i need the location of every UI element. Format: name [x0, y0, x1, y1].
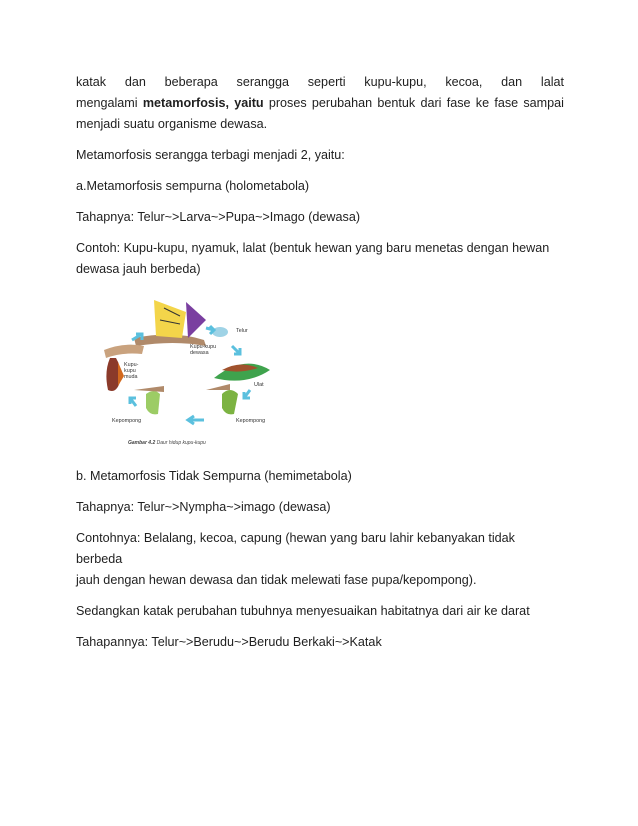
- complete-heading: a.Metamorfosis sempurna (holometabola): [76, 179, 310, 193]
- butterfly-life-cycle-figure: [94, 290, 294, 452]
- incomplete-example-line-2: jauh dengan hewan dewasa dan tidak melewati fase pupa/kepompong).: [76, 573, 477, 587]
- complete-example-line-2: dewasa jauh berbeda): [76, 262, 201, 276]
- pupa-right: [222, 390, 238, 414]
- intro-line-3: menjadi suatu organisme dewasa.: [76, 117, 268, 131]
- intro-line-2-prefix: mengalami: [76, 96, 143, 110]
- label-telur: Telur: [236, 328, 248, 334]
- figure-caption: [128, 440, 206, 446]
- intro-paragraph: [76, 72, 564, 135]
- branch-right: [206, 384, 230, 390]
- frog-paragraph: Sedangkan katak perubahan tubuhnya menyesuaikan habitatnya dari air ke darat: [76, 604, 530, 618]
- arrow-3: [244, 390, 250, 398]
- intro-line-1: katak dan beberapa serangga seperti kupu-kupu, kecoa, dan lalat: [76, 75, 564, 89]
- frog-stages: Tahapannya: Telur~>Berudu~>Berudu Berkaki~>Katak: [76, 635, 382, 649]
- label-kepompong-left: Kepompong: [112, 418, 142, 424]
- arrow-2: [232, 346, 240, 354]
- branch-left: [104, 345, 144, 358]
- arrow-1: [206, 326, 214, 334]
- intro-line-2: [76, 93, 564, 114]
- figure-caption-number: Gambar 4.2: [128, 440, 156, 446]
- arrow-5: [130, 398, 136, 406]
- incomplete-heading: b. Metamorfosis Tidak Sempurna (hemimetabola): [76, 469, 352, 483]
- intro-line-2-rest: proses perubahan bentuk dari fase ke fase sampai: [263, 96, 564, 110]
- complete-example: [76, 238, 564, 280]
- label-ulat: Ulat: [254, 382, 264, 388]
- wing-purple: [186, 302, 206, 338]
- incomplete-example-line-1: Contohnya: Belalang, kecoa, capung (hewan yang baru lahir kebanyakan tidak berbeda: [76, 531, 515, 566]
- complete-stages: Tahapnya: Telur~>Larva~>Pupa~>Imago (dewasa): [76, 210, 361, 224]
- label-kepompong-right: Kepompong: [236, 418, 266, 424]
- figure-caption-text: Daur hidup kupu-kupu: [155, 440, 206, 446]
- metamorfosis-term: metamorfosis, yaitu: [142, 96, 264, 110]
- arrow-4: [188, 416, 204, 424]
- complete-example-line-1: Contoh: Kupu-kupu, nyamuk, lalat (bentuk hewan yang baru menetas dengan hewan: [76, 241, 550, 255]
- pupa-left: [146, 391, 160, 414]
- document-page: [76, 72, 564, 663]
- label-kupu-dewasa: Kupu-kupu dewasa: [190, 344, 217, 356]
- incomplete-stages: Tahapnya: Telur~>Nympha~>imago (dewasa): [76, 500, 331, 514]
- incomplete-example: [76, 528, 564, 591]
- label-kupu-muda: Kupu-kupu muda: [124, 362, 139, 380]
- branch-bottom: [134, 386, 164, 392]
- wing-yellow: [154, 300, 186, 338]
- metamorphosis-intro: Metamorfosis serangga terbagi menjadi 2, yaitu:: [76, 148, 345, 162]
